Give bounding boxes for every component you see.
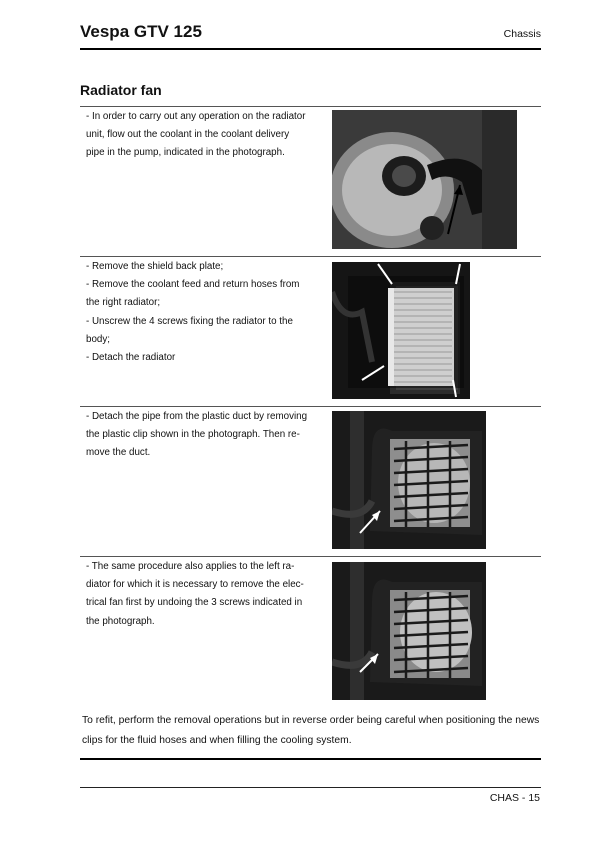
step-4-photo-fan: [332, 562, 486, 700]
step-line: pipe in the pump, indicated in the photograph.: [86, 147, 285, 159]
step-line: - Remove the shield back plate;: [86, 261, 224, 272]
step-line: move the duct.: [86, 447, 151, 459]
step-line: the right radiator;: [86, 297, 161, 309]
step-line: unit, flow out the coolant in the coolant delivery: [86, 129, 290, 141]
page-number: CHAS - 15: [489, 792, 540, 804]
step-line: - Unscrew the 4 screws fixing the radiator to the: [86, 315, 293, 327]
step-line: - Remove the coolant feed and return hoses from: [86, 279, 300, 291]
step-4-text: [86, 558, 318, 631]
step-line: the photograph.: [86, 615, 155, 627]
step-line: - Detach the radiator: [86, 352, 176, 364]
chapter-label: Chassis: [503, 28, 541, 40]
step-3-text: [86, 408, 318, 463]
header-divider: [80, 48, 541, 50]
step-divider: [80, 556, 541, 557]
step-line: - The same procedure also applies to the left ra-: [86, 561, 295, 572]
refit-note: To refit, perform the removal operations but in reverse order being careful when positioning the news clips for the fluid hoses and when filling the cooling system.: [82, 715, 540, 746]
step-line: trical fan first by undoing the 3 screws indicated in: [86, 597, 303, 609]
step-divider: [80, 406, 541, 407]
section-title: Radiator fan: [80, 82, 162, 98]
section-divider: [80, 106, 541, 107]
content-end-divider: [80, 758, 541, 760]
step-2-text: [86, 258, 318, 367]
step-line: body;: [86, 333, 110, 345]
step-2-photo-radiator: [332, 262, 470, 399]
step-1-photo-pump: [332, 110, 517, 249]
step-line: the plastic clip shown in the photograph. Then re-: [86, 429, 300, 441]
step-divider: [80, 256, 541, 257]
step-3-photo-duct: [332, 411, 486, 549]
document-title: Vespa GTV 125: [80, 22, 202, 41]
step-line: diator for which it is necessary to remove the elec-: [86, 579, 304, 591]
step-1-text: [86, 108, 318, 163]
footer-divider: [80, 787, 541, 788]
step-line: - Detach the pipe from the plastic duct by removing: [86, 411, 308, 422]
step-line: - In order to carry out any operation on the radiator: [86, 111, 306, 122]
